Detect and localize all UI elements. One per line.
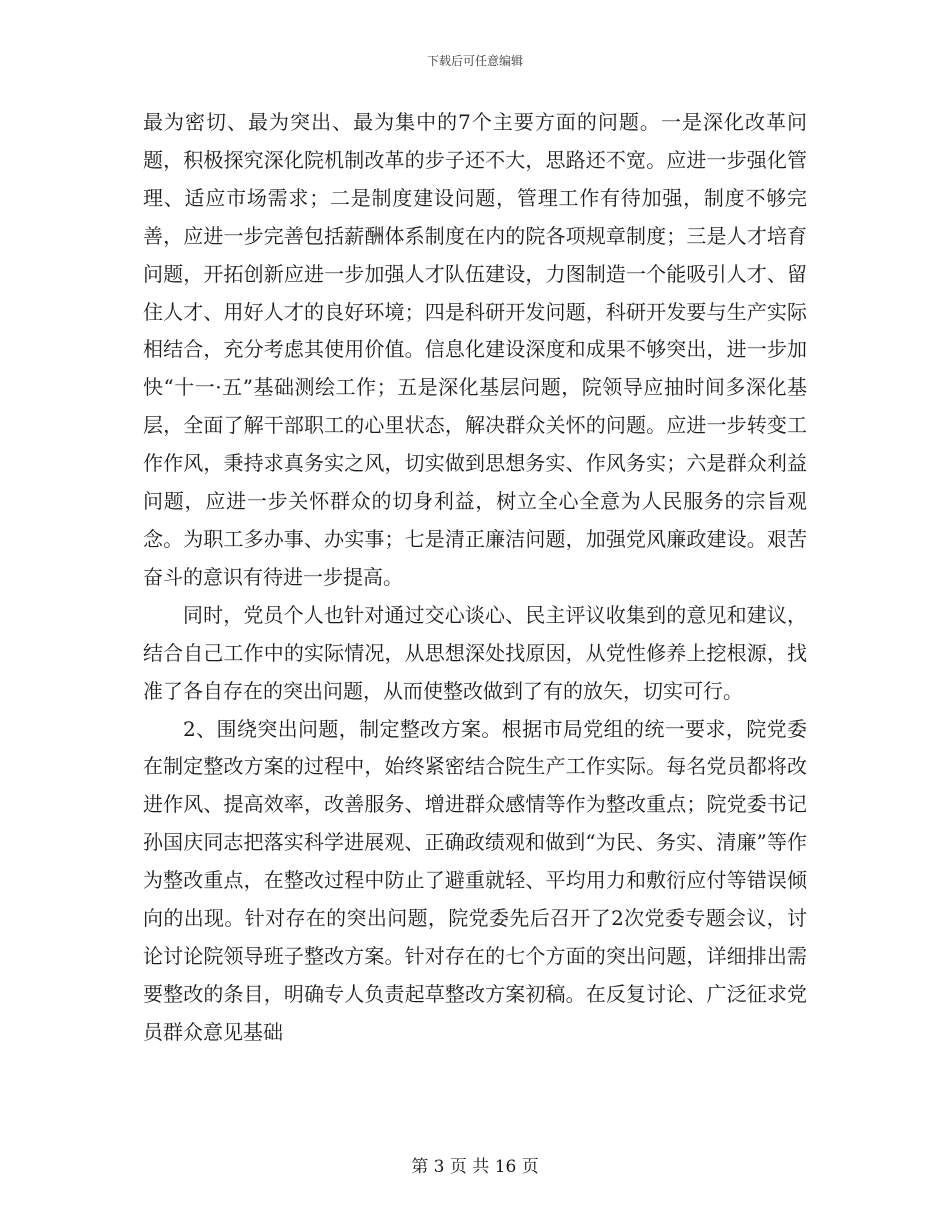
body-paragraph: 同时，党员个人也针对通过交心谈心、民主评议收集到的意见和建议，结合自己工作中的实际情况，从思想深处找原因，从党性修养上挖根源，找准了各自存在的突出问题，从而使整改做到了有的放矢，切实可行。: [143, 602, 807, 703]
page-number-footer: 第 3 页 共 16 页: [411, 1157, 539, 1177]
page-header: 下载后可任意编辑: [426, 54, 523, 68]
body-paragraph: 2、围绕突出问题，制定整改方案。根据市局党组的统一要求，院党委在制定整改方案的过程中，始终紧密结合院生产工作实际。每名党员都将改进作风、提高效率，改善服务、增进群众感情等作为整改重点；院党委书记孙国庆同志把落实科学进展观、正确政绩观和做到“为民、务实、清廉”等作为整改重点，在整改过程中防止了避重就轻、平均用力和敷衍应付等错误倾向的出现。针对存在的突出问题，院党委先后召开了2次党委专题会议，讨论讨论院领导班子整改方案。针对存在的七个方面的突出问题，详细排出需要整改的条目，明确专人负责起草整改方案初稿。在反复讨论、广泛征求党员群众意见基础: [143, 716, 807, 1044]
body-paragraph-continued: 最为密切、最为突出、最为集中的7个主要方面的问题。一是深化改革问题，积极探究深化院机制改革的步子还不大，思路还不宽。应进一步强化管理、适应市场需求；二是制度建设问题，管理工作有待加强，制度不够完善，应进一步完善包括薪酬体系制度在内的院各项规章制度；三是人才培育问题，开拓创新应进一步加强人才队伍建设，力图制造一个能吸引人才、留住人才、用好人才的良好环境；四是科研开发问题，科研开发要与生产实际相结合，充分考虑其使用价值。信息化建设深度和成果不够突出，进一步加快“十一·五”基础测绘工作；五是深化基层问题，院领导应抽时间多深化基层，全面了解干部职工的心里状态，解决群众关怀的问题。应进一步转变工作作风，秉持求真务实之风，切实做到思想务实、作风务实；六是群众利益问题，应进一步关怀群众的切身利益，树立全心全意为人民服务的宗旨观念。为职工多办事、办实事；七是清正廉洁问题，加强党风廉政建设。艰苦奋斗的意识有待进一步提高。: [143, 110, 807, 589]
document-body: [143, 104, 807, 1052]
